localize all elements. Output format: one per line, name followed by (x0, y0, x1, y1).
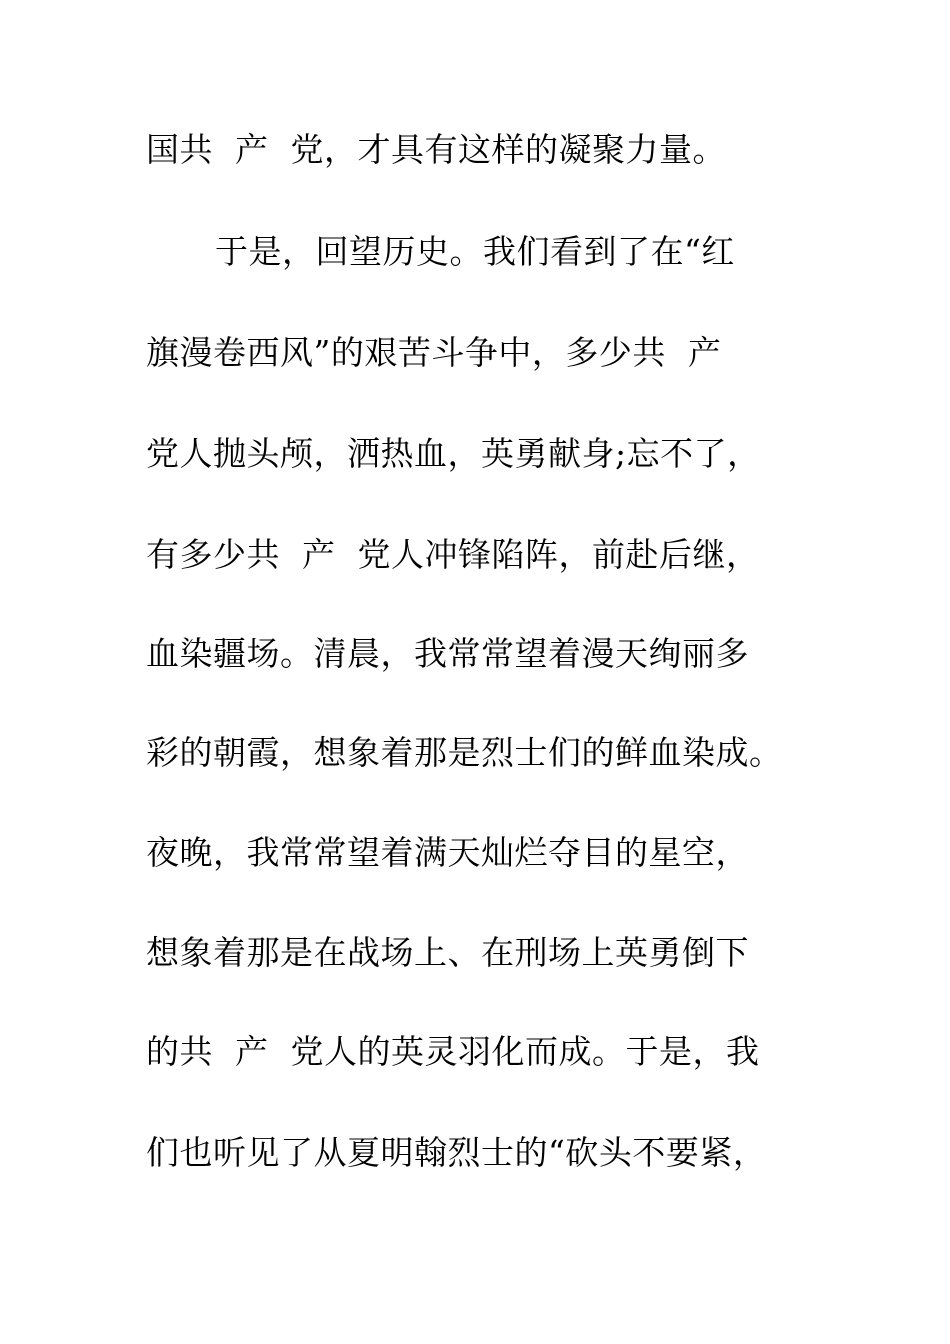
text-line-4: 党人抛头颅，洒热血，英勇献身;忘不了， (146, 434, 761, 473)
text-line-6: 血染疆场。清晨，我常常望着漫天绚丽多 (146, 634, 749, 673)
text-line-10: 的共 产 党人的英灵羽化而成。于是，我 (146, 1032, 760, 1071)
text-line-9: 想象着那是在战场上、在刑场上英勇倒下 (146, 933, 749, 972)
text-line-1: 国共 产 党，才具有这样的凝聚力量。 (146, 130, 726, 169)
text-line-8: 夜晚，我常常望着满天灿烂夺目的星空， (146, 833, 749, 872)
text-line-3: 旗漫卷西风”的艰苦斗争中，多少共 产 (146, 333, 722, 372)
text-line-7: 彩的朝霞，想象着那是烈士们的鲜血染成。 (146, 733, 783, 772)
text-line-5: 有多少共 产 党人冲锋陷阵，前赴后继， (146, 535, 760, 574)
text-line-11: 们也听见了从夏明翰烈士的“砍头不要紧， (146, 1133, 767, 1172)
text-line-2: 于是，回望历史。我们看到了在“红 (215, 232, 735, 271)
